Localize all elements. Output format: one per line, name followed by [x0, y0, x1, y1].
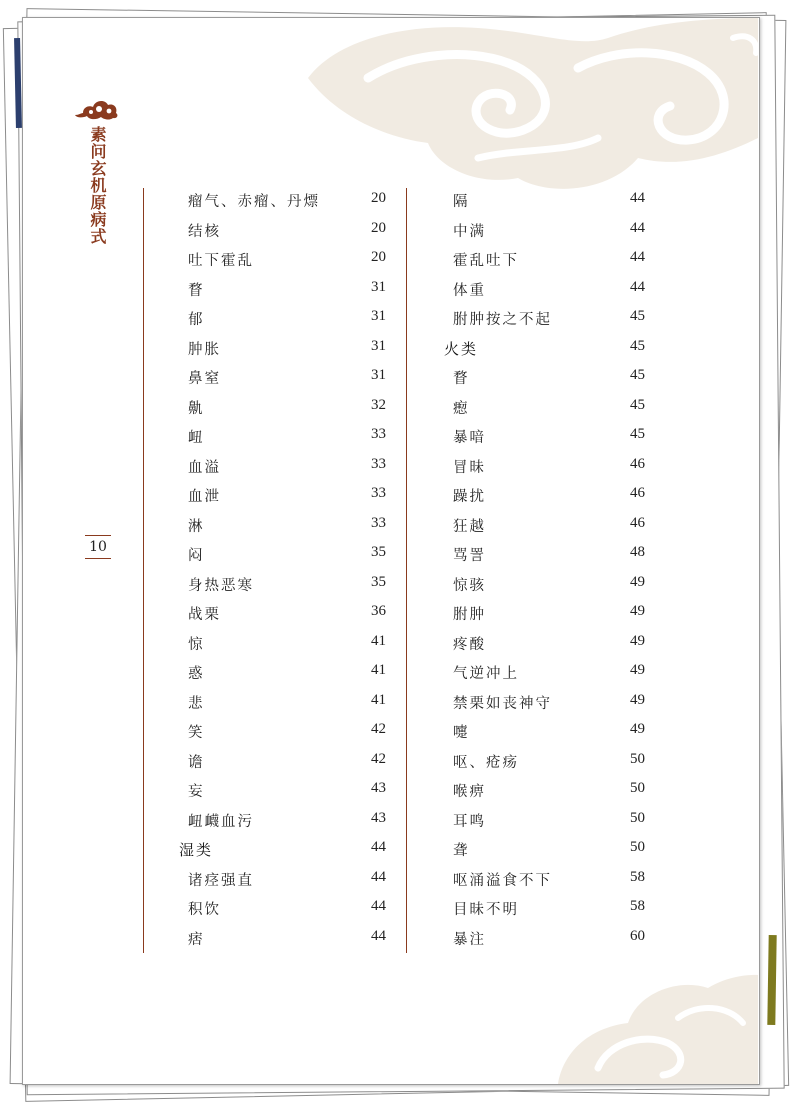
toc-term: 呕、疮疡: [453, 754, 519, 771]
toc-page-number: 45: [630, 367, 645, 383]
toc-term: 疼酸: [453, 636, 486, 653]
toc-term: 瞀: [453, 371, 470, 387]
toc-page-number: 32: [371, 396, 386, 413]
toc-page-number: 50: [630, 809, 645, 826]
toc-page-number: 50: [630, 750, 645, 767]
toc-term: 喉痹: [453, 784, 486, 800]
toc-entry: [433, 275, 645, 305]
toc-entry: [168, 393, 386, 423]
toc-page-number: 35: [371, 573, 386, 590]
toc-page-number: 41: [371, 662, 386, 678]
toc-entry: [433, 599, 645, 629]
toc-entry: [433, 570, 645, 600]
toc-page-number: 33: [371, 514, 386, 531]
toc-term: 躁扰: [453, 489, 486, 505]
toc-term: 痞: [188, 931, 205, 948]
toc-term: 血泄: [188, 489, 221, 505]
toc-term: 淋: [188, 518, 205, 535]
toc-term: 吐下霍乱: [188, 253, 254, 269]
toc-entry: [433, 629, 645, 659]
toc-page-number: 31: [371, 337, 386, 354]
toc-entry: [433, 393, 645, 423]
toc-entry: [433, 658, 645, 688]
toc-entry: [168, 570, 386, 600]
toc-page-number: 49: [630, 573, 645, 590]
book-title: 素问玄机原病式: [88, 126, 107, 245]
toc-term: 聋: [453, 843, 470, 859]
toc-entry: [168, 511, 386, 541]
toc-term: 血溢: [188, 459, 221, 476]
toc-term: 衄: [188, 430, 205, 446]
toc-term: 衄衊血污: [188, 813, 254, 830]
toc-entry: [433, 806, 645, 836]
toc-entry: [168, 304, 386, 334]
toc-page-number: 33: [371, 455, 386, 472]
toc-entry: [168, 245, 386, 275]
toc-page-number: 44: [630, 278, 645, 295]
column-divider: [406, 188, 407, 953]
toc-term: 目昧不明: [453, 902, 519, 918]
toc-term: 妄: [188, 784, 205, 800]
toc-entry: [168, 865, 386, 895]
toc-term: 瞀: [188, 282, 205, 299]
toc-page-number: 35: [371, 544, 386, 560]
toc-page-number: 31: [371, 367, 386, 383]
toc-term: 气逆冲上: [453, 666, 519, 682]
toc-term: 鼽: [188, 400, 205, 417]
toc-term: 郁: [188, 312, 205, 328]
toc-column-left: [168, 186, 386, 953]
toc-page-number: 31: [371, 308, 386, 324]
toc-term: 肿胀: [188, 341, 221, 358]
toc-term: 暴注: [453, 931, 486, 948]
toc-entry: [433, 363, 645, 393]
toc-entry: [433, 924, 645, 954]
toc-entry: [168, 452, 386, 482]
toc-term: 瘤气、赤瘤、丹熛: [188, 194, 320, 210]
toc-page-number: 50: [630, 780, 645, 796]
toc-column-right: [433, 186, 645, 953]
toc-entry: [168, 481, 386, 511]
toc-entry: [433, 688, 645, 718]
toc-term: 惑: [188, 666, 205, 682]
toc-page-number: 45: [630, 337, 645, 354]
toc-entry: [168, 186, 386, 216]
toc-term: 诸痉强直: [188, 872, 254, 889]
toc-page-number: 49: [630, 721, 645, 737]
toc-term: 胕肿按之不起: [453, 312, 552, 328]
toc-page-number: 44: [371, 868, 386, 885]
toc-category-heading: [433, 334, 645, 364]
toc-entry: [433, 216, 645, 246]
toc-page-number: 20: [371, 249, 386, 265]
toc-entry: [168, 688, 386, 718]
toc-entry: [168, 599, 386, 629]
toc-entry: [433, 304, 645, 334]
toc-entry: [168, 806, 386, 836]
toc-entry: [433, 422, 645, 452]
toc-term: 暴喑: [453, 430, 486, 446]
toc-entry: [168, 540, 386, 570]
toc-term: 谵: [188, 754, 205, 771]
toc-category-heading: [168, 835, 386, 865]
page-number: 10: [85, 535, 111, 559]
toc-entry: [168, 422, 386, 452]
toc-entry: [433, 776, 645, 806]
toc-term: 体重: [453, 282, 486, 299]
toc-term: 鼻窒: [188, 371, 221, 387]
toc-page-number: 46: [630, 455, 645, 472]
toc-page-number: 42: [371, 721, 386, 737]
toc-term: 积饮: [188, 902, 221, 918]
toc-term: 身热恶寒: [188, 577, 254, 594]
toc-page-number: 42: [371, 750, 386, 767]
toc-page-number: 49: [630, 603, 645, 619]
toc-page-number: 41: [371, 691, 386, 708]
toc-entry: [433, 717, 645, 747]
book-page: [22, 17, 760, 1085]
toc-page-number: 48: [630, 544, 645, 560]
toc-term: 胕肿: [453, 607, 486, 623]
toc-page-number: 33: [371, 426, 386, 442]
toc-term: 冒昧: [453, 459, 486, 476]
toc-entry: [433, 245, 645, 275]
toc-term: 瘛: [453, 400, 470, 417]
toc-page-number: 45: [630, 308, 645, 324]
cloud-decoration: [278, 18, 758, 193]
toc-page-number: 58: [630, 868, 645, 885]
toc-entry: [433, 481, 645, 511]
toc-page-number: 49: [630, 632, 645, 649]
toc-term: 禁栗如丧神守: [453, 695, 552, 712]
toc-page-number: 44: [371, 927, 386, 944]
toc-entry: [168, 334, 386, 364]
toc-term: 中满: [453, 223, 486, 240]
toc-term: 隔: [453, 194, 470, 210]
toc-entry: [433, 835, 645, 865]
toc-page-number: 33: [371, 485, 386, 501]
toc-page-number: 44: [630, 219, 645, 236]
toc-entry: [168, 216, 386, 246]
toc-term: 战栗: [188, 607, 221, 623]
toc-page-number: 44: [371, 898, 386, 914]
toc-page-number: 60: [630, 927, 645, 944]
toc-page-number: 45: [630, 396, 645, 413]
toc-page-number: 49: [630, 662, 645, 678]
toc-term: 闷: [188, 548, 205, 564]
toc-term: 嚏: [453, 725, 470, 741]
toc-entry: [433, 540, 645, 570]
toc-entry: [433, 186, 645, 216]
toc-term: 耳鸣: [453, 813, 486, 830]
toc-page-number: 20: [371, 190, 386, 206]
toc-term: 湿类: [179, 841, 214, 859]
toc-page-number: 36: [371, 603, 386, 619]
toc-page-number: 50: [630, 839, 645, 855]
toc-term: 惊骇: [453, 577, 486, 594]
cloud-decoration: [558, 963, 758, 1084]
toc-page-number: 46: [630, 485, 645, 501]
toc-term: 火类: [444, 339, 479, 358]
book-spine-edge: [767, 935, 776, 1025]
toc-entry: [168, 747, 386, 777]
toc-entry: [433, 894, 645, 924]
toc-page-number: 43: [371, 780, 386, 796]
toc-page-number: 58: [630, 898, 645, 914]
toc-entry: [168, 363, 386, 393]
toc-term: 呕涌溢食不下: [453, 872, 552, 889]
toc-entry: [433, 511, 645, 541]
toc-entry: [168, 776, 386, 806]
toc-page-number: 43: [371, 809, 386, 826]
toc-entry: [168, 717, 386, 747]
toc-page-number: 44: [630, 190, 645, 206]
toc-entry: [433, 865, 645, 895]
auspicious-cloud-icon: [73, 95, 119, 121]
toc-page-number: 44: [630, 249, 645, 265]
toc-entry: [168, 629, 386, 659]
toc-page-number: 41: [371, 632, 386, 649]
column-divider: [143, 188, 144, 953]
toc-page-number: 49: [630, 691, 645, 708]
toc-page-number: 44: [371, 839, 386, 855]
toc-entry: [168, 275, 386, 305]
toc-page-number: 31: [371, 278, 386, 295]
toc-entry: [168, 658, 386, 688]
toc-page-number: 45: [630, 426, 645, 442]
toc-term: 悲: [188, 695, 205, 712]
toc-term: 惊: [188, 636, 205, 653]
toc-entry: [168, 924, 386, 954]
toc-term: 结核: [188, 223, 221, 240]
toc-term: 骂詈: [453, 548, 486, 564]
toc-entry: [168, 894, 386, 924]
toc-entry: [433, 452, 645, 482]
toc-term: 霍乱吐下: [453, 253, 519, 269]
toc-page-number: 20: [371, 219, 386, 236]
toc-page-number: 46: [630, 514, 645, 531]
toc-term: 笑: [188, 725, 205, 741]
toc-term: 狂越: [453, 518, 486, 535]
toc-entry: [433, 747, 645, 777]
